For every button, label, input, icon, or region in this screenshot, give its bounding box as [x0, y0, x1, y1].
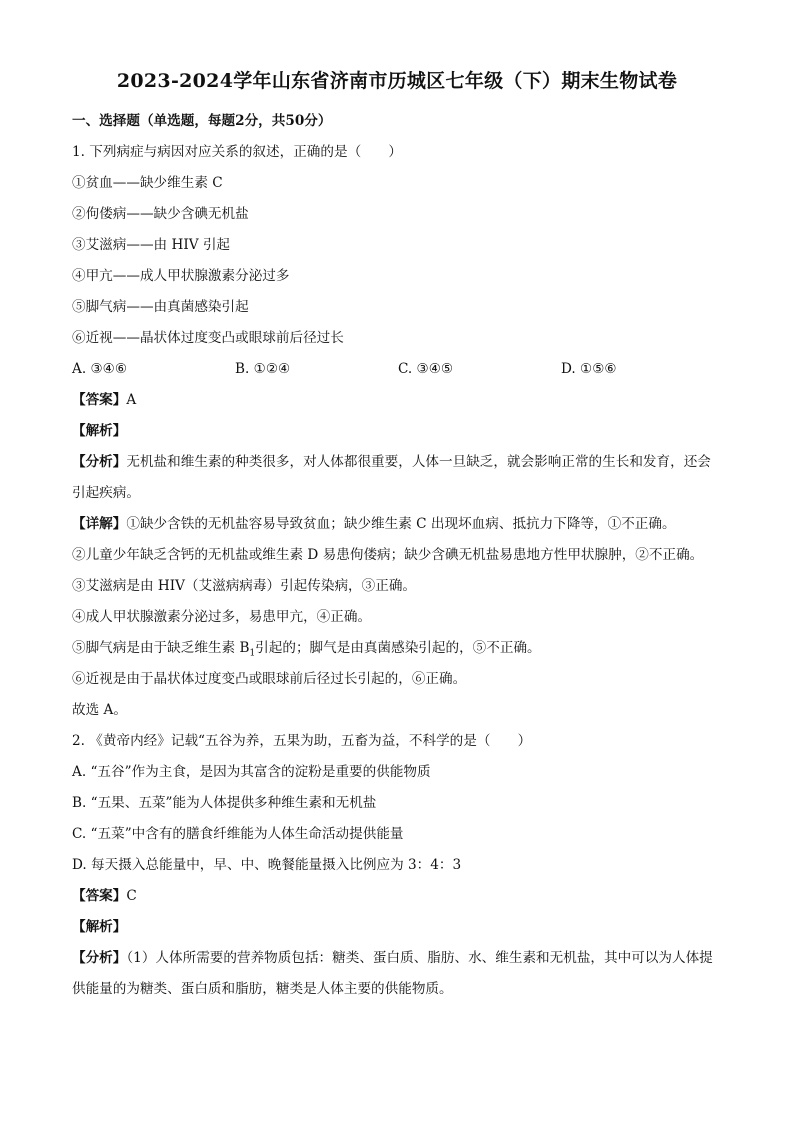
question-2-stem: 2. 《黄帝内经》记载“五谷为养，五果为助，五畜为益，不科学的是（ ）: [72, 733, 532, 749]
question-2-option-a: A. “五谷”作为主食，是因为其富含的淀粉是重要的供能物质: [72, 764, 431, 780]
line5-part-a: ⑤脚气病是由于缺乏维生素 B: [72, 640, 250, 656]
section-heading: 一、选择题（单选题，每题2分，共50分）: [72, 113, 332, 129]
fenxi-label: 【分析】: [72, 950, 127, 966]
question-1-option-d: D. ①⑤⑥: [561, 361, 617, 377]
line5-subscript: 1: [249, 648, 256, 659]
question-1-item: ①贫血——缺少维生素 C: [72, 175, 223, 191]
question-1-item: ⑤脚气病——由真菌感染引起: [72, 299, 249, 315]
question-1-xiangjie-line: ④成人甲状腺激素分泌过多，易患甲亢，④正确。: [72, 609, 372, 625]
question-1-xiangjie-line: ⑥近视是由于晶状体过度变凸或眼球前后径过长引起的，⑥正确。: [72, 671, 467, 687]
xiangjie-label: 【详解】: [72, 516, 127, 532]
xiangjie-text: ①缺少含铁的无机盐容易导致贫血；缺少维生素 C 出现坏血病、抵抗力下降等，①不正确。: [126, 516, 676, 532]
question-2-analysis-label: 【解析】: [72, 919, 127, 935]
question-1-option-b: B. ①②④: [235, 361, 291, 377]
line5-part-b: 引起的；脚气是由真菌感染引起的，⑤不正确。: [255, 640, 541, 656]
question-1-item: ②佝偻病——缺少含碘无机盐: [72, 206, 249, 222]
fenxi-text: （1）人体所需要的营养物质包括：糖类、蛋白质、脂肪、水、维生素和无机盐，其中可以为人体提供能量的为糖类、蛋白质和脂肪，糖类是人体主要的供能物质。: [72, 950, 713, 997]
answer-label: 【答案】: [72, 392, 127, 408]
question-2-option-c: C. “五菜”中含有的膳食纤维能为人体生命活动提供能量: [72, 826, 404, 842]
question-1-xiangjie-line: ③艾滋病是由 HIV（艾滋病病毒）引起传染病，③正确。: [72, 578, 417, 594]
question-1-option-c: C. ③④⑤: [398, 361, 454, 377]
answer-value: C: [126, 888, 137, 904]
question-1-fenxi: [72, 447, 724, 509]
document-body: [72, 106, 724, 1005]
question-1-item: ⑥近视——晶状体过度变凸或眼球前后径过长: [72, 330, 344, 346]
question-1-answer: [72, 385, 724, 416]
question-2-fenxi: [72, 943, 724, 1005]
question-1-xiangjie-line: [72, 633, 724, 664]
fenxi-label: 【分析】: [72, 454, 127, 470]
question-1-xiangjie-line: ②儿童少年缺乏含钙的无机盐或维生素 D 易患佝偻病；缺少含碘无机盐易患地方性甲状腺肿，②不正确。: [72, 547, 704, 563]
answer-label: 【答案】: [72, 888, 127, 904]
question-1-conclusion: 故选 A。: [72, 702, 127, 718]
page-title: 2023-2024学年山东省济南市历城区七年级（下）期末生物试卷: [116, 70, 678, 92]
question-1-stem: 1. 下列病症与病因对应关系的叙述，正确的是（ ）: [72, 144, 402, 160]
fenxi-text: 无机盐和维生素的种类很多，对人体都很重要，人体一旦缺乏，就会影响正常的生长和发育，还会引起疾病。: [72, 454, 711, 501]
answer-value: A: [126, 392, 137, 408]
question-2-option-b: B. “五果、五菜”能为人体提供多种维生素和无机盐: [72, 795, 377, 811]
question-2-option-d: D. 每天摄入总能量中，早、中、晚餐能量摄入比例应为 3：4：3: [72, 857, 462, 873]
question-1-analysis-label: 【解析】: [72, 423, 127, 439]
question-1-option-a: A. ③④⑥: [72, 361, 128, 377]
question-1-item: ④甲亢——成人甲状腺激素分泌过多: [72, 268, 290, 284]
question-1-options: [72, 354, 724, 385]
question-1-item: ③艾滋病——由 HIV 引起: [72, 237, 231, 253]
question-1-xiangjie: [72, 509, 724, 540]
question-2-answer: [72, 881, 724, 912]
